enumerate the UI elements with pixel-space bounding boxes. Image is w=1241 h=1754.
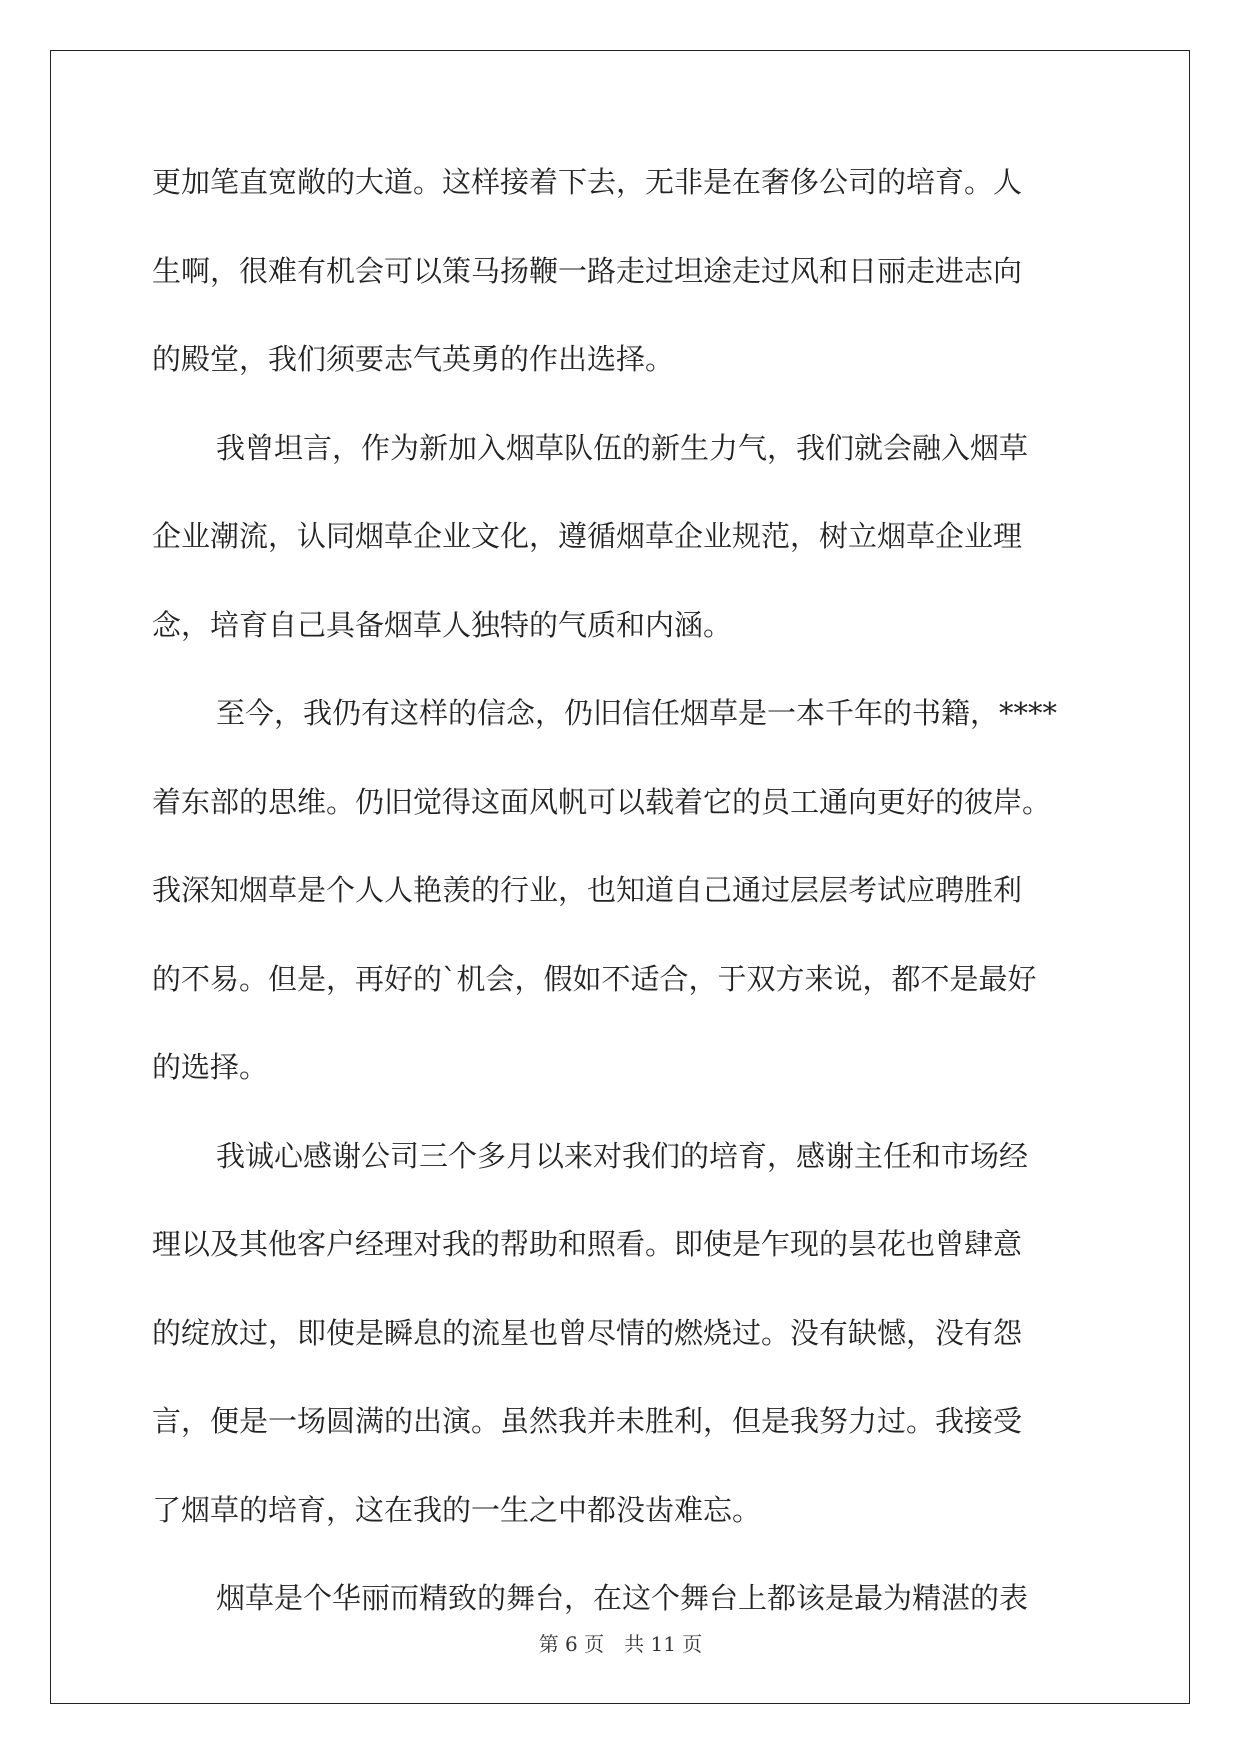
text-line: 理以及其他客户经理对我的帮助和照看。即使是乍现的昙花也曾肆意: [152, 1227, 1023, 1261]
text-line: 生啊，很难有机会可以策马扬鞭一路走过坦途走过风和日丽走进志向: [152, 253, 1023, 288]
text-line: 更加笔直宽敞的大道。这样接着下去，无非是在奢侈公司的培育。人: [152, 165, 1023, 199]
paragraph-first-line: 我诚心感谢公司三个多月以来对我们的培育，感谢主任和市场经: [216, 1138, 1029, 1173]
text-line: 企业潮流，认同烟草企业文化，遵循烟草企业规范，树立烟草企业理: [152, 519, 1023, 553]
text-line: 的选择。: [152, 1050, 269, 1084]
page-number: 第 6 页 共 11 页: [538, 1632, 703, 1656]
text-line: 的殿堂，我们须要志气英勇的作出选择。: [152, 342, 675, 376]
text-line: 念，培育自己具备烟草人独特的气质和内涵。: [152, 607, 733, 642]
text-line: 言，便是一场圆满的出演。虽然我并未胜利，但是我努力过。我接受: [152, 1404, 1023, 1438]
text-line: 着东部的思维。仍旧觉得这面风帆可以载着它的员工通向更好的彼岸。: [152, 784, 1052, 819]
paragraph-first-line: 烟草是个华丽而精致的舞台，在这个舞台上都该是最为精湛的表: [216, 1581, 1029, 1615]
text-line: 我深知烟草是个人人艳羡的行业，也知道自己通过层层考试应聘胜利: [152, 873, 1023, 907]
text-line: 了烟草的培育，这在我的一生之中都没齿难忘。: [152, 1492, 762, 1527]
paragraph-first-line: 我曾坦言，作为新加入烟草队伍的新生力气，我们就会融入烟草: [216, 430, 1029, 465]
text-line: 的绽放过，即使是瞬息的流星也曾尽情的燃烧过。没有缺憾，没有怨: [152, 1315, 1023, 1350]
text-line: 的不易。但是，再好的`机会，假如不适合，于双方来说，都不是最好: [152, 961, 1037, 996]
document-body: [152, 162, 1090, 1667]
paragraph-first-line: 至今，我仍有这样的信念，仍旧信任烟草是一本千年的书籍，****: [216, 696, 1058, 730]
